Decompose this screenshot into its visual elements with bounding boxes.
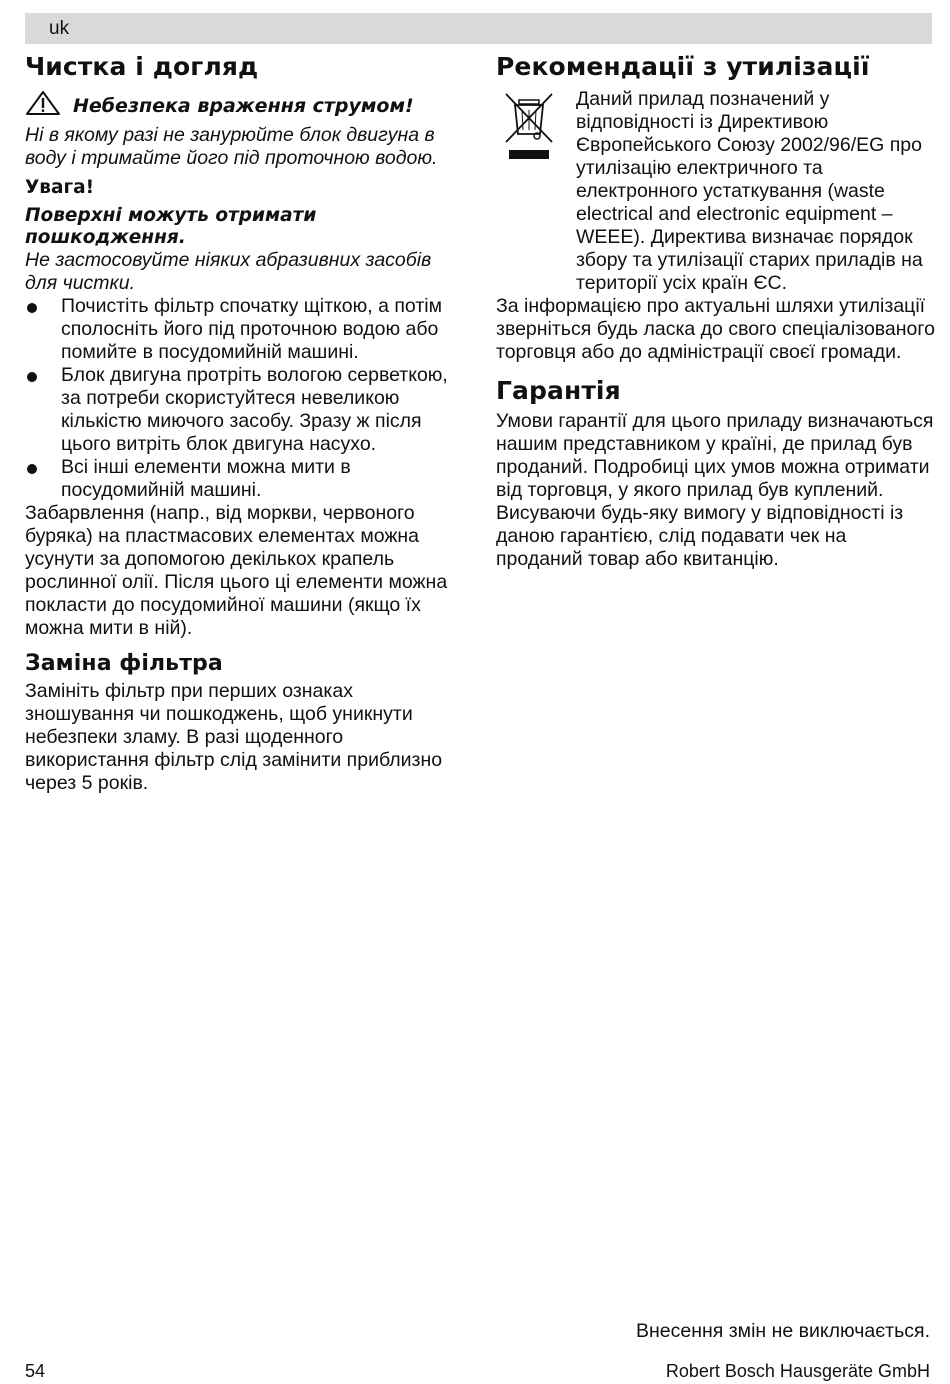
bullet-icon [27, 372, 37, 382]
crossed-out-wheelie-bin-icon [496, 88, 566, 295]
bullet-icon [27, 303, 37, 313]
list-item [25, 364, 465, 456]
surface-text: Не застосовуйте ніяких абразивних засобів для чистки. [25, 249, 432, 294]
cleaning-steps [25, 295, 465, 502]
language-bar [25, 13, 932, 44]
filter-title: Заміна фільтра [25, 651, 223, 676]
shock-warning-label: Небезпека враження струмом! [73, 95, 414, 117]
list-item-text: Блок двигуна протріть вологою серветкою, за потреби скористуйтеся невеликою кількістю миючого засобу. Зразу ж після цього витріть блок двигуна насухо. [61, 364, 448, 455]
weee-block [496, 88, 936, 295]
left-column [25, 52, 465, 795]
shock-text: Ні в якому разі не занурюйте блок двигуна в воду і тримайте його під проточною водою. [25, 124, 438, 169]
weee-text: Даний прилад позначений у відповідності із Директивою Європейського Союзу 2002/96/EG про утилізацію електричного та електронного устаткування (waste electrical and electronic equipment – WEEE). Директива визначає порядок збору та утилізації старих приладів на території усіх країн ЄС. [576, 88, 923, 294]
list-item [25, 295, 465, 364]
list-item [25, 456, 465, 502]
stain-text: Забарвлення (напр., від моркви, червоного буряка) на пластмасових елементах можна усунути за допомогою декількох крапель рослинної олії. Після цього ці елементи можна покласти до посудомийної машини (якщо їх можна мити в ній). [25, 502, 448, 639]
warranty-title: Гарантія [496, 376, 621, 405]
warning-triangle-icon [25, 90, 61, 122]
attention-label: Увага! [25, 177, 95, 198]
care-title: Чистка і догляд [25, 52, 259, 81]
disposal-info-text: За інформацією про актуальні шляхи утилізації зверніться будь ласка до свого спеціалізованого торговця або до адміністрації своєї громади. [496, 295, 935, 363]
company-name: Robert Bosch Hausgeräte GmbH [665, 1361, 930, 1381]
filter-text: Замініть фільтр при перших ознаках зношування чи пошкоджень, щоб уникнути небезпеки зламу. В разі щоденного використання фільтр слід замінити приблизно через 5 років. [25, 680, 443, 794]
surface-warning: Поверхні можуть отримати пошкодження. [25, 205, 317, 248]
right-column [496, 52, 936, 571]
list-item-text: Почистіть фільтр спочатку щіткою, а потім сполосніть його під проточною водою або помийте в посудомийній машині. [61, 295, 443, 363]
change-notice: Внесення змін не виключається. [636, 1320, 930, 1342]
language-code: uk [49, 18, 70, 39]
page-number: 54 [25, 1361, 46, 1381]
warranty-text: Умови гарантії для цього приладу визначаються нашим представником у країні, де прилад був проданий. Подробиці цих умов можна отримати від торговця, у якого прилад був куплений. Висуваючи будь-яку вимогу у відповідності із даною гарантією, слід подавати чек на проданий товар або квитанцію. [496, 410, 934, 570]
disposal-title: Рекомендації з утилізації [496, 52, 870, 81]
bullet-icon [27, 464, 37, 474]
list-item-text: Всі інші елементи можна мити в посудомийній машині. [61, 456, 351, 501]
shock-warning [25, 90, 465, 122]
